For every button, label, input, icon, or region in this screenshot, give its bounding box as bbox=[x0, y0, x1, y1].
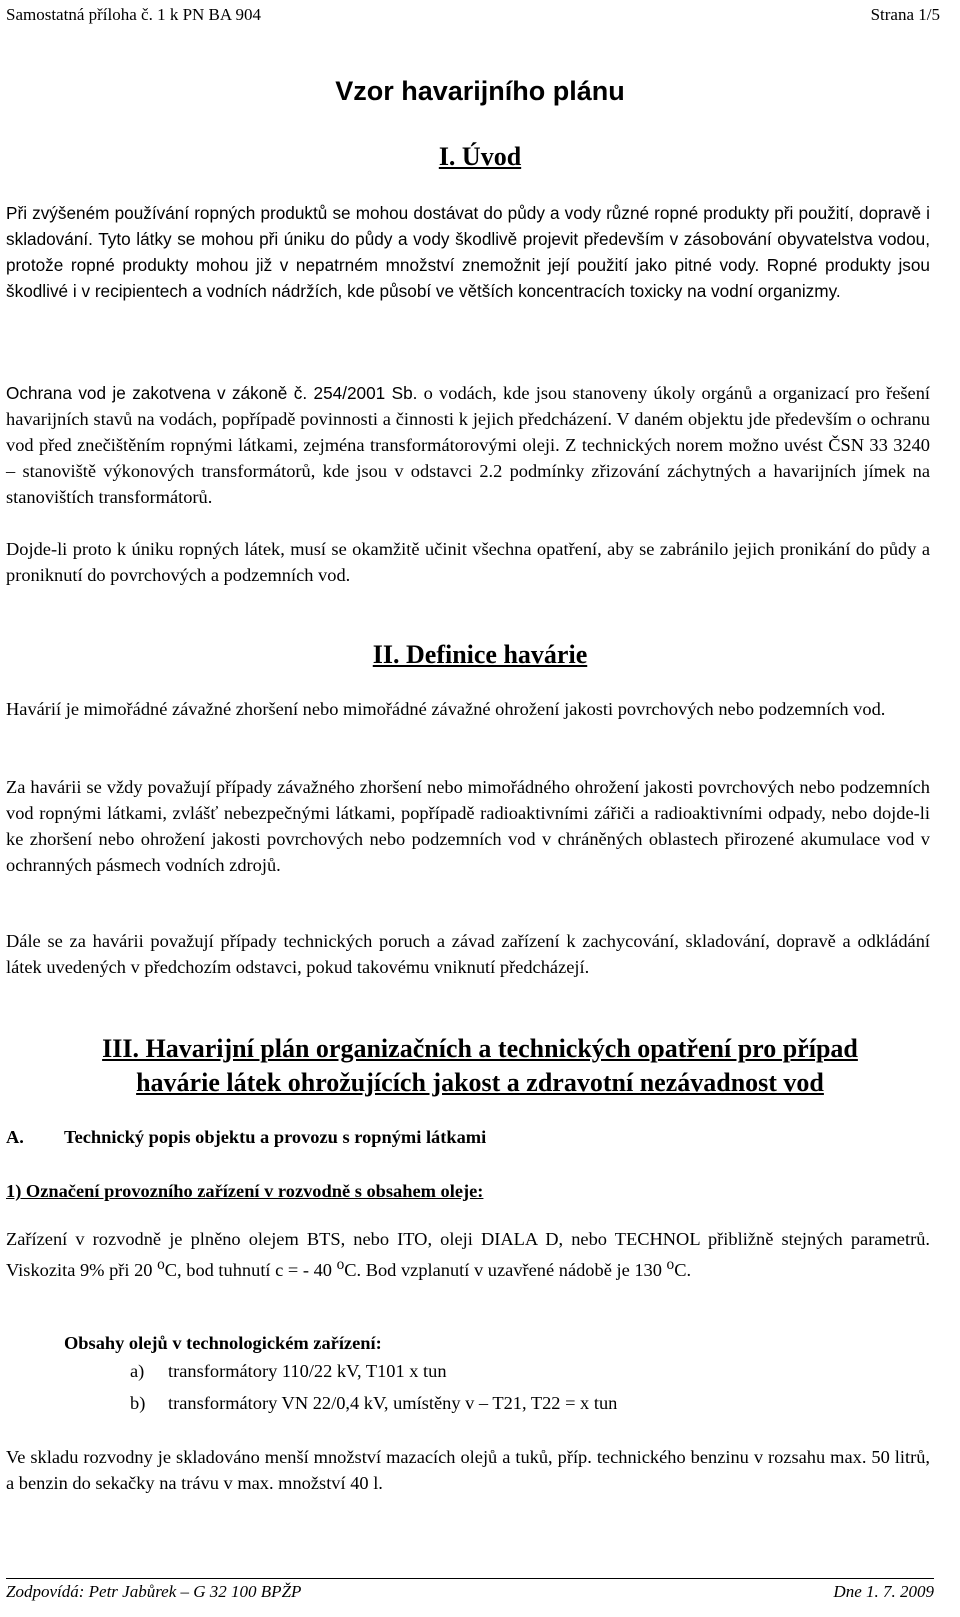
degree-mark: o bbox=[336, 1256, 345, 1273]
list-item-text: transformátory 110/22 kV, T101 x tun bbox=[168, 1361, 447, 1381]
section-2-paragraph-2: Za havárii se vždy považují případy závažného zhoršení nebo mimořádného ohrožení jakosti povrchových nebo podzemních vod ropnými látkami, zvlášť nebezpečnými látkami, popřípadě radioaktivními zářiči a radioaktivními odpady, nebo dojde-li ke zhoršení nebo ohrožení jakosti povrchových nebo podzemních vod v chráněných oblastech přirozené akumulace vod v ochranných pásmech vodních zdrojů. bbox=[6, 777, 930, 875]
page-header bbox=[6, 4, 940, 26]
subsection-a-label: A. bbox=[6, 1127, 24, 1147]
page-footer bbox=[6, 1582, 934, 1602]
oil-params-part-d: C. bbox=[674, 1260, 692, 1281]
list-item bbox=[130, 1358, 447, 1384]
section-3-paragraph-2: Ve skladu rozvodny je skladováno menší množství mazacích olejů a tuků, příp. technického benzinu v rozsahu max. 50 litrů, a benzin do sekačky na trávu v max. množství 40 l. bbox=[6, 1447, 930, 1493]
section-1-paragraph-1: Při zvýšeném používání ropných produktů se mohou dostávat do půdy a vody různé ropné produkty při použití, dopravě i skladování. Tyto látky se mohou při úniku do půdy a vody škodlivě projevit především v zásobování obyvatelstva vodou, protože ropné produkty mohou již v nepatrném množství znemožnit její použití jako pitné vody. Ropné produkty jsou škodlivé i v recipientech a vodních nádržích, kde působí ve větších koncentracích toxicky na vodní organizmy. bbox=[6, 203, 930, 301]
degree-mark: o bbox=[157, 1256, 165, 1273]
law-reference: Ochrana vod je zakotvena v zákoně č. 254/2001 Sb. bbox=[6, 383, 418, 403]
footer-divider bbox=[6, 1578, 934, 1579]
subsection-a-title: Technický popis objektu a provozu s ropnými látkami bbox=[64, 1127, 487, 1147]
subsection-1-title: 1) Označení provozního zařízení v rozvodně s obsahem oleje: bbox=[6, 1181, 484, 1201]
list-item-label: a) bbox=[130, 1361, 145, 1381]
header-page-number: Strana 1/5 bbox=[870, 5, 940, 24]
list-item-label: b) bbox=[130, 1393, 146, 1413]
paragraph-2-part-b: o vodách, kde jsou stanoveny úkoly orgánů a organizací pro řešení havarijních stavů na vodách, popřípadě povinnosti a činnosti k jejich předcházení. bbox=[6, 383, 930, 429]
footer-date: Dne 1. 7. 2009 bbox=[833, 1582, 934, 1601]
section-2-paragraph-1: Havárií je mimořádné závažné zhoršení nebo mimořádné závažné ohrožení jakosti povrchových nebo podzemních vod. bbox=[6, 699, 886, 719]
oil-contents-heading: Obsahy olejů v technologickém zařízení: bbox=[64, 1333, 382, 1353]
section-3-paragraph-1 bbox=[6, 1226, 930, 1283]
section-3-heading-line-1: III. Havarijní plán organizačních a technických opatření pro případ bbox=[102, 1034, 858, 1063]
list-item bbox=[130, 1390, 617, 1416]
section-3-heading-line-2: havárie látek ohrožujících jakost a zdravotní nezávadnost vod bbox=[136, 1068, 824, 1097]
oil-params-part-c: C. Bod vzplanutí v uzavřené nádobě je 130 bbox=[344, 1260, 667, 1281]
document-title: Vzor havarijního plánu bbox=[335, 76, 625, 106]
section-1-heading: I. Úvod bbox=[438, 142, 522, 171]
header-attachment-label: Samostatná příloha č. 1 k PN BA 904 bbox=[6, 5, 261, 24]
oil-params-part-a: Zařízení v rozvodně je plněno olejem BTS, nebo ITO, oleji DIALA D, nebo TECHNOL přibližně stejných parametrů. Viskozita 9% při 20 bbox=[6, 1229, 930, 1281]
paragraph-2-part-d: Z technických norem možno uvést ČSN 33 3240 – stanoviště výkonových transformátorů, kde jsou v odstavci 2.2 podmínky zřizování záchytných a havarijních jímek na stanovištích transformátorů. bbox=[6, 435, 930, 507]
list-item-text: transformátory VN 22/0,4 kV, umístěny v – T21, T22 = x tun bbox=[168, 1393, 618, 1413]
oil-params-part-b: C, bod tuhnutí c = - 40 bbox=[164, 1260, 337, 1281]
degree-mark: o bbox=[666, 1256, 675, 1273]
section-2-paragraph-3: Dále se za havárii považují případy technických poruch a závad zařízení k zachycování, skladování, dopravě a odkládání látek uvedených v předchozím odstavci, pokud takovému vniknutí předcházejí. bbox=[6, 931, 930, 977]
section-1-paragraph-2 bbox=[6, 380, 930, 510]
section-2-heading: II. Definice havárie bbox=[372, 640, 588, 669]
paragraph-2-part-c: V daném objektu jde především o ochranu vod před znečištěním ropnými látkami, zejména transformátorovými oleji. bbox=[6, 409, 931, 455]
section-1-paragraph-3: Dojde-li proto k úniku ropných látek, musí se okamžitě učinit všechna opatření, aby se zabránilo jejich pronikání do půdy a proniknutí do povrchových a podzemních vod. bbox=[6, 539, 930, 585]
footer-responsible: Zodpovídá: Petr Jabůrek – G 32 100 BPŽP bbox=[6, 1582, 302, 1601]
